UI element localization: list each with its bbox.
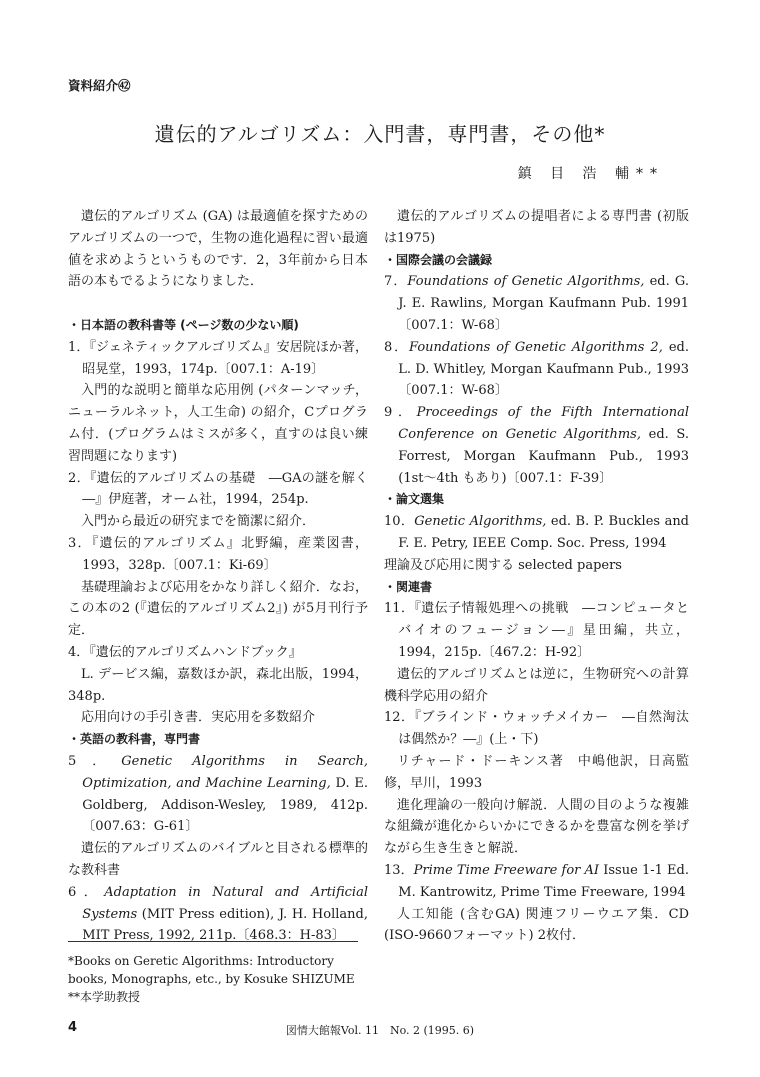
page-number: 4: [68, 1020, 78, 1035]
reference-item: 11．『遺伝子情報処理への挑戦 ―コンピュータとバイオのフュージョン―』星田編，共立，1994，215p.〔467.2：H-92〕: [384, 601, 689, 660]
body-paragraph: 遺伝的アルゴリズムのバイブルと目される標準的な教科書: [68, 841, 368, 878]
reference-item: 1．『ジェネティックアルゴリズム』安居院ほか著，昭晃堂，1993，174p.〔007.1：A-19〕: [68, 339, 368, 377]
reference-title: Genetic Algorithms in Search, Optimization, and Machine Learning,: [82, 753, 368, 791]
reference-details: Issue 1-1 Ed. M. Kantrowitz, Prime Time Freeware, 1994: [398, 862, 690, 900]
reference-details: ed. L. D. Whitley, Morgan Kaufmann Pub., 1993〔007.1：W-68〕: [398, 339, 689, 399]
reference-title: Prime Time Freeware for AI: [413, 862, 600, 878]
footnotes: [68, 952, 368, 1006]
body-paragraph: リチャード・ドーキンス著 中嶋他訳，日高監修，早川，1993: [384, 753, 689, 791]
body-paragraph: 遺伝的アルゴリズム (GA) は最適値を探すためのアルゴリズムの一つで，生物の進化過程に習い最適値を求めようというものです．2，3年前から日本語の本もでるようになりました．: [68, 209, 368, 290]
body-paragraph: 進化理論の一般向け解説．人間の目のような複雑な組織が進化からいかにできるかを豊富な例を挙げながら生き生きと解説．: [384, 797, 689, 857]
author-name: 鎮 目 浩 輔**: [517, 166, 664, 182]
reference-item: 12．『ブラインド・ウォッチメイカー ―自然淘汰は偶然か？―』(上・下): [384, 710, 689, 748]
reference-item: 4．『遺伝的アルゴリズムハンドブック』: [68, 644, 302, 660]
reference-details: ed. B. P. Buckles and F. E. Petry, IEEE Comp. Soc. Press, 1994: [398, 514, 690, 551]
body-paragraph: 人工知能 (含むGA) 関連フリーウエア集．CD (ISO-9660フォーマット) 2枚付．: [384, 906, 689, 944]
reference-number: 7．: [384, 274, 408, 290]
body-paragraph: L. デービス編，嘉数ほか訳，森北出版，1994，348p.: [68, 666, 368, 704]
reference-title: Adaptation in Natural and Artificial Systems: [82, 884, 368, 922]
reference-details: D. E. Goldberg, Addison-Wesley, 1989, 412p.〔007.63：G-61〕: [82, 775, 368, 835]
reference-number: 5．: [68, 753, 122, 769]
reference-details: (MIT Press edition), J. H. Holland, MIT Press, 1992, 211p.〔468.3：H-83〕: [82, 906, 368, 944]
right-column: [384, 206, 689, 947]
reference-number: 13．: [384, 862, 414, 878]
reference-number: 10．: [384, 514, 415, 530]
reference-item: [384, 860, 689, 904]
reference-number: 6．: [68, 884, 105, 900]
reference-item: [384, 511, 689, 555]
article-title: 遺伝的アルゴリズム：入門書，専門書，その他*: [154, 122, 606, 146]
reference-title: Foundations of Genetic Algorithms 2,: [409, 339, 663, 355]
series-label: 資料紹介㊷: [68, 78, 131, 93]
reference-title: Proceedings of the Fifth International Conference on Genetic Algorithms,: [398, 405, 689, 442]
section-heading: ・日本語の教科書等 (ページ数の少ない順): [68, 317, 299, 332]
footnote-english-title: *Books on Geretic Algorithms: Introductory books, Monographs, etc., by Kosuke SHIZUME: [68, 954, 355, 986]
paragraph-gap: [68, 293, 368, 315]
reference-item: [384, 271, 689, 336]
body-paragraph: 入門的な説明と簡単な応用例 (パターンマッチ，ニューラルネット，人工生命) の紹介，Cプログラム付．(プログラムはミスが多く，直すのは良い練習問題になります): [68, 383, 368, 464]
reference-number: 8．: [384, 339, 410, 355]
reference-title: Foundations of Genetic Algorithms,: [407, 274, 645, 290]
body-paragraph: 理論及び応用に関する selected papers: [384, 557, 622, 573]
section-heading: ・関連書: [384, 579, 433, 594]
reference-details: ed. S. Forrest, Morgan Kaufmann Pub., 1993 (1st〜4th もあり)〔007.1：F-39〕: [398, 426, 689, 486]
reference-number: 9．: [384, 405, 417, 421]
section-heading: ・英語の教科書，専門書: [68, 732, 201, 747]
journal-citation: 図情大館報Vol. 11 No. 2 (1995. 6): [285, 1024, 475, 1037]
section-heading: ・論文選集: [384, 492, 445, 507]
footnote-divider: [68, 941, 358, 942]
reference-item: [68, 751, 368, 838]
body-paragraph: 遺伝的アルゴリズムの提唱者による専門書 (初版は1975): [384, 209, 689, 246]
body-paragraph: 入門から最近の研究までを簡潔に紹介．: [81, 514, 316, 530]
reference-item: 2．『遺伝的アルゴリズムの基礎 ―GAの謎を解く―』伊庭著，オーム社，1994，254p.: [68, 470, 368, 508]
reference-title: Genetic Algorithms,: [414, 514, 547, 530]
body-paragraph: 遺伝的アルゴリズムとは逆に，生物研究への計算機科学応用の紹介: [384, 666, 689, 704]
reference-item: 3．『遺伝的アルゴリズム』北野編，産業図書，1993，328p.〔007.1：Ki-69〕: [68, 535, 368, 573]
reference-item: [384, 337, 689, 402]
section-heading: ・国際会議の会議録: [384, 252, 493, 267]
reference-item: [384, 402, 689, 489]
reference-details: ed. G. J. E. Rawlins, Morgan Kaufmann Pub. 1991〔007.1：W-68〕: [398, 274, 689, 333]
left-column: [68, 206, 368, 947]
reference-item: [68, 882, 368, 947]
footnote-affiliation: **本学助教授: [68, 990, 141, 1004]
body-paragraph: 基礎理論および応用をかなり詳しく紹介．なお，この本の2 (『遺伝的アルゴリズム2』) が5月刊行予定．: [68, 579, 368, 639]
body-paragraph: 応用向けの手引き書．実応用を多数紹介: [81, 710, 316, 726]
